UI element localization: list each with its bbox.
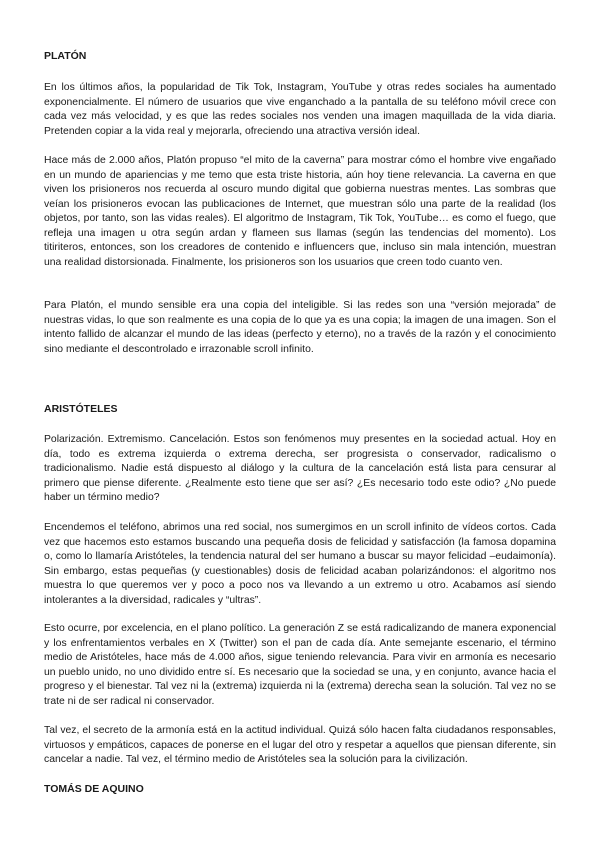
section-heading-aristoteles: ARISTÓTELES	[44, 403, 118, 415]
paragraph: Hace más de 2.000 años, Platón propuso “el mito de la caverna” para mostrar cómo el hombre vive engañado en un mundo de apariencias y me temo que esta triste historia, aún hoy tiene relevancia. La caverna en que viven los prisioneros nos recuerda al oscuro mundo digital que gobierna nuestras mentes. Las sombras que veían los prisioneros evocan las publicaciones de Internet, que muestran sólo una parte de la realidad (los objetos, por tanto, son las vidas reales). El algoritmo de Instagram, Tik Tok, YouTube… es como el fuego, que refleja una imagen u otra según ardan y flameen sus llamas (según las tendencias del momento). Los titiriteros, entonces, son los creadores de contenido e influencers que, incluso sin mala intención, muestran una realidad distorsionada. Finalmente, los prisioneros son los usuarios que creen todo cuanto ven.	[44, 155, 556, 268]
paragraph: Esto ocurre, por excelencia, en el plano político. La generación Z se está radicalizando de manera exponencial y los enfrentamientos verbales en X (Twitter) son el pan de cada día. Ante semejante escenario, el término medio de Aristóteles, hace más de 4.000 años, sigue teniendo relevancia. Para vivir en armonía es necesario un pueblo unido, no uno dividido entre sí. Es necesario que la sociedad se una, y en conjunto, avance hacia el progreso y el bienestar. Tal vez ni la (extrema) izquierda ni la (extrema) derecha sean la solución. Tal vez no se trate ni de ser radical ni conservador.	[44, 623, 556, 707]
section-heading-aquino: TOMÁS DE AQUINO	[44, 783, 144, 795]
paragraph: Para Platón, el mundo sensible era una copia del inteligible. Si las redes son una “versión mejorada” de nuestras vidas, lo que son realmente es una copia de lo que ya es una copia; la imagen de una imagen. Son el intento fallido de alcanzar el mundo de las ideas (perfecto y eterno), no a través de la razón y el conocimiento sino mediante el descontrolado e irrazonable scroll infinito.	[44, 300, 556, 355]
paragraph: Polarización. Extremismo. Cancelación. Estos son fenómenos muy presentes en la sociedad actual. Hoy en día, todo es extrema izquierda o extrema derecha, ser progresista o conservador, radicalismo o tradicionalismo. Nadie está dispuesto al diálogo y la cultura de la cancelación está lista para censurar al primero que piense diferente. ¿Realmente esto tiene que ser así? ¿Es necesario todo este odio? ¿No puede haber un término medio?	[44, 434, 556, 503]
paragraph: En los últimos años, la popularidad de Tik Tok, Instagram, YouTube y otras redes sociales ha aumentado exponencialmente. El número de usuarios que vive enganchado a la pantalla de su teléfono móvil crece con cada vez más velocidad, y es que las redes sociales nos venden una imagen maquillada de la vida diaria. Pretenden copiar a la vida real y mejorarla, ofreciendo una atractiva versión ideal.	[44, 82, 556, 137]
paragraph: Tal vez, el secreto de la armonía está en la actitud individual. Quizá sólo hacen falta ciudadanos responsables, virtuosos y empáticos, capaces de ponerse en el lugar del otro y respetar a aquellos que piensan diferente, sin cancelar a nadie. Tal vez, el término medio de Aristóteles sea la solución para la civilización.	[44, 725, 556, 765]
paragraph: Encendemos el teléfono, abrimos una red social, nos sumergimos en un scroll infinito de vídeos cortos. Cada vez que hacemos esto estamos buscando una pequeña dosis de felicidad y satisfacción (la famosa dopamina o, como lo llamaría Aristóteles, la tendencia natural del ser humano a buscar su mayor felicidad –eudaimonía). Sin embargo, estas pequeñas (y cuestionables) dosis de felicidad acaban polarizándonos: el algoritmo nos muestra lo que queremos ver y poco a poco nos va llevando a un extremo u otro. Acabamos así siendo intolerantes a la diversidad, radicales y “ultras”.	[44, 522, 556, 606]
section-heading-platon: PLATÓN	[44, 50, 87, 62]
